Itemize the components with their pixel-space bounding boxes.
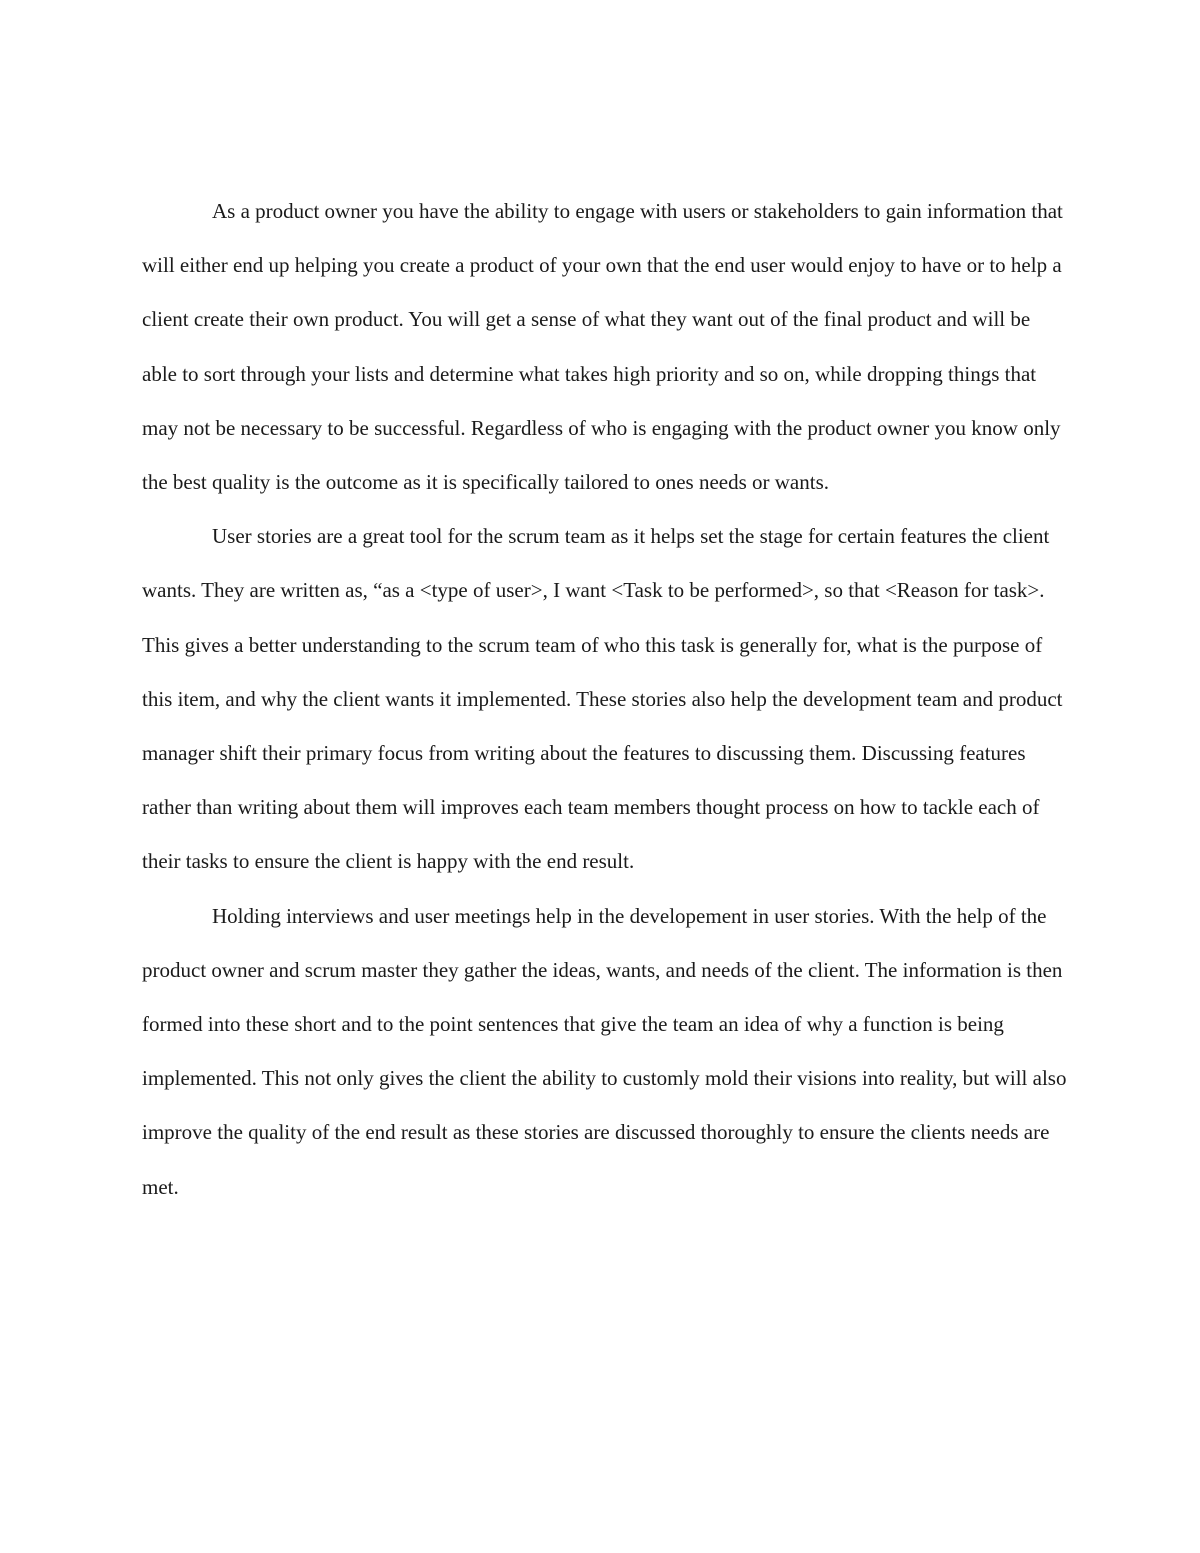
paragraph-interviews: Holding interviews and user meetings help in the developement in user stories. With the help of the product owner and scrum master they gather the ideas, wants, and needs of the client. The information is then formed into these short and to the point sentences that give the team an idea of why a function is being implemented. This not only gives the client the ability to customly mold their visions into reality, but will also improve the quality of the end result as these stories are discussed thoroughly to ensure the clients needs are met. xyxy=(142,903,1067,1199)
paragraph-user-stories: User stories are a great tool for the scrum team as it helps set the stage for certain features the client wants. They are written as, “as a <type of user>, I want <Task to be performed>, so that <Reason for task>. This gives a better understanding to the scrum team of who this task is generally for, what is the purpose of this item, and why the client wants it implemented. These stories also help the development team and product manager shift their primary focus from writing about the features to discussing them. Discussing features rather than writing about them will improves each team members thought process on how to tackle each of their tasks to ensure the client is happy with the end result. xyxy=(142,524,1063,874)
document-body xyxy=(142,184,1067,1214)
paragraph-product-owner: As a product owner you have the ability to engage with users or stakeholders to gain information that will either end up helping you create a product of your own that the end user would enjoy to have or to help a client create their own product. You will get a sense of what they want out of the final product and will be able to sort through your lists and determine what takes high priority and so on, while dropping things that may not be necessary to be successful. Regardless of who is engaging with the product owner you know only the best quality is the outcome as it is specifically tailored to ones needs or wants. xyxy=(142,199,1063,495)
